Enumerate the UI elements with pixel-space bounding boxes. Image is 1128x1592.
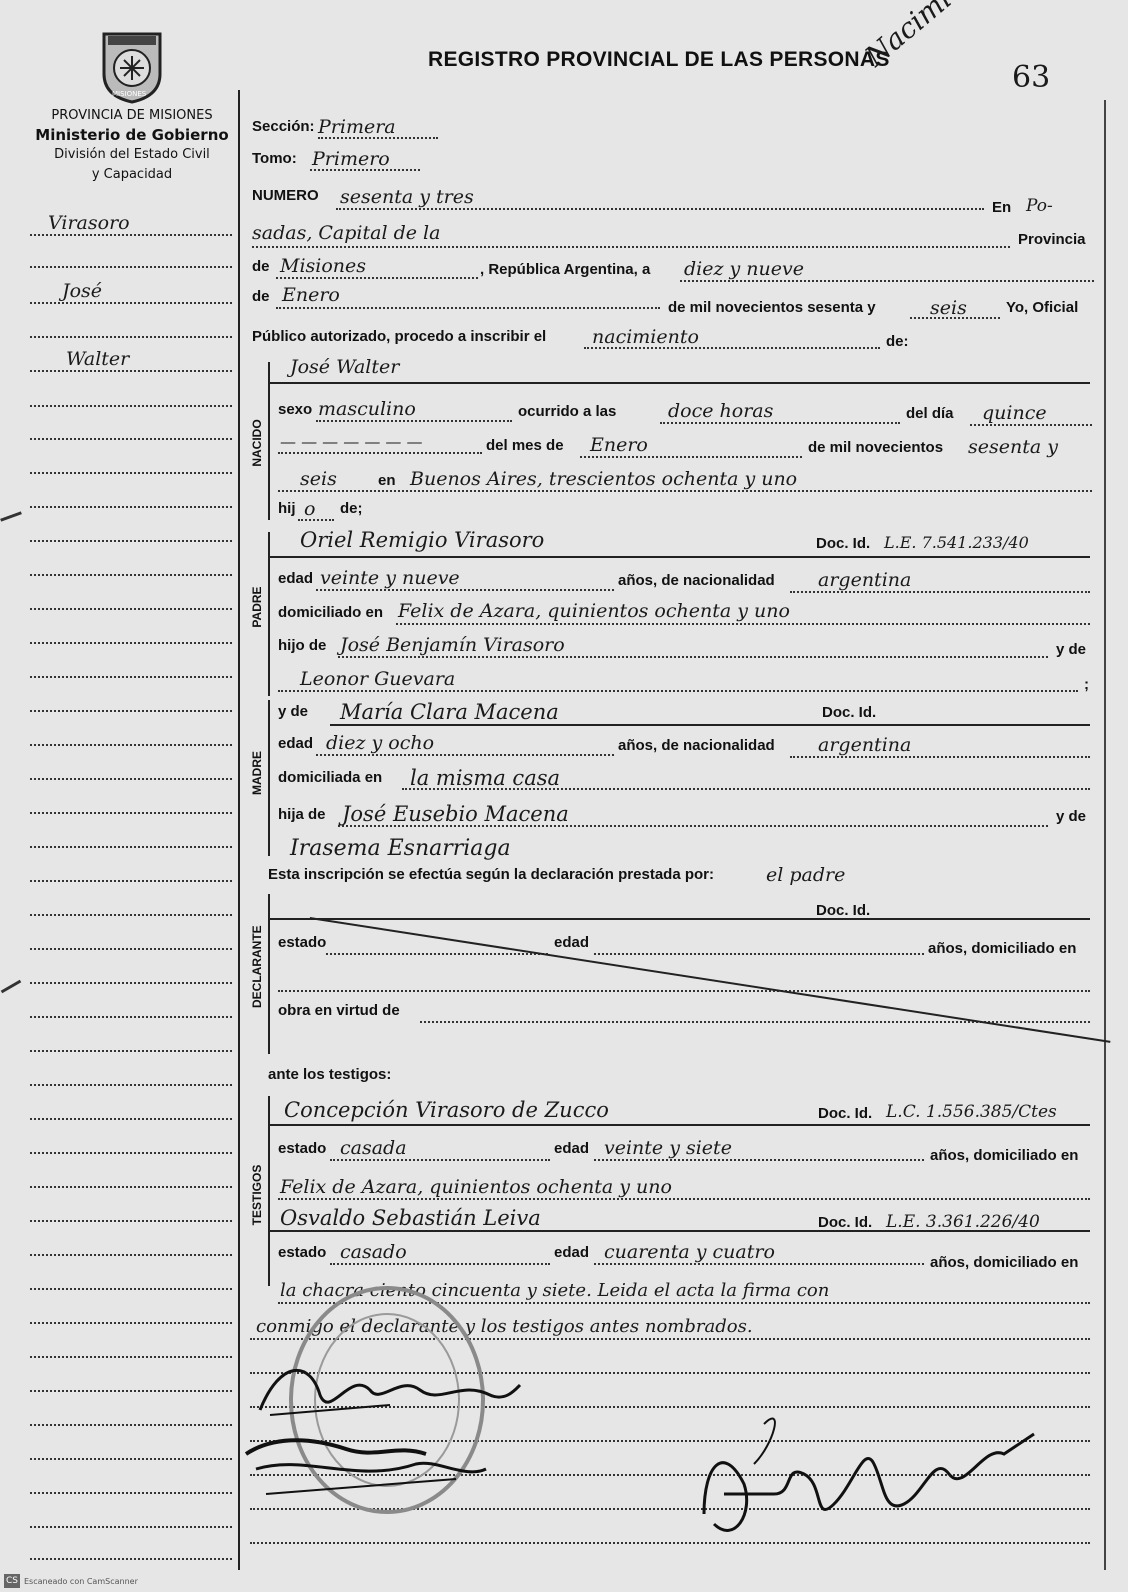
witness1-anos-label: años, domiciliado en [930, 1147, 1079, 1164]
left-first-name: José [62, 280, 103, 302]
mother-y-de-label: y de [278, 703, 309, 720]
tomo-label: Tomo: [252, 150, 297, 167]
ante-testigos-label: ante los testigos: [268, 1066, 392, 1083]
mother-father: José Eusebio Macena [342, 802, 569, 826]
left-middle-name: Walter [66, 348, 130, 370]
mother-nationality: argentina [818, 734, 912, 756]
act-type: nacimiento [592, 326, 699, 348]
declarante-doc-label: Doc. Id. [816, 902, 871, 919]
witness1-edad-label: edad [554, 1140, 590, 1157]
witness2-name: Osvaldo Sebastián Leiva [280, 1206, 541, 1230]
mil-novecientos-label: de mil novecientos [808, 439, 944, 456]
declarante-estado-label: estado [278, 934, 327, 951]
seal-text: MISIONES [112, 90, 147, 98]
republica-label: , República Argentina, a [480, 261, 651, 278]
left-surname: Virasoro [48, 212, 130, 234]
de-colon-label: de: [886, 333, 909, 350]
father-hijo-de-label: hijo de [278, 637, 327, 654]
dash-line: — — — — — — — [280, 432, 423, 451]
closing-line-2: conmigo el declarante y los testigos antes nombrados. [256, 1316, 753, 1337]
right-border [1104, 100, 1106, 1570]
page-number: 63 [1012, 60, 1051, 95]
witness2-edad: cuarenta y cuatro [604, 1241, 775, 1263]
birth-place: Buenos Aires, trescientos ochenta y uno [410, 468, 798, 490]
witness1-edad: veinte y siete [604, 1137, 732, 1159]
division-line-2: y Capacidad [91, 167, 173, 182]
provincia-value: Misiones [280, 255, 367, 277]
numero-label: NUMERO [252, 187, 319, 204]
father-father: José Benjamín Virasoro [340, 634, 565, 656]
inscripcion-label: Esta inscripción se efectúa según la declaración prestada por: [268, 866, 714, 883]
father-y-de-label: y de [1056, 641, 1087, 658]
witness2-estado-label: estado [278, 1244, 327, 1261]
mother-domicilio-label: domiciliada en [278, 769, 383, 786]
document-title: REGISTRO PROVINCIAL DE LAS PERSONAS [428, 48, 890, 71]
father-address: Felix de Azara, quinientos ochenta y uno [398, 600, 790, 622]
ministry-name: Ministerio de Gobierno [35, 126, 229, 144]
de-label: de [252, 258, 270, 275]
hour-value: doce horas [668, 400, 774, 422]
mother-hija-de-label: hija de [278, 806, 326, 823]
mother-doc-label: Doc. Id. [822, 704, 877, 721]
declarante-section-label: DECLARANTE [250, 925, 264, 1008]
witness1-doc-label: Doc. Id. [818, 1105, 873, 1122]
child-name: José Walter [290, 356, 400, 378]
hijo-label: hij [278, 500, 296, 517]
del-dia-label: del día [906, 405, 954, 422]
signature-officer-icon [684, 1404, 1054, 1554]
hijo-letter: o [304, 498, 316, 520]
scanner-footer: Escaneado con CamScanner [24, 1577, 138, 1586]
sex-value: masculino [318, 398, 416, 420]
father-edad-label: edad [278, 570, 314, 587]
sesenta-y-label: de mil novecientos sesenta y [668, 299, 876, 316]
father-age: veinte y nueve [320, 567, 460, 589]
mother-edad-label: edad [278, 735, 314, 752]
father-nationality: argentina [818, 569, 912, 591]
seccion-value: Primera [318, 116, 396, 138]
mother-name: María Clara Macena [340, 700, 559, 724]
birth-day: quince [982, 402, 1047, 424]
witness1-doc: L.C. 1.556.385/Ctes [886, 1102, 1057, 1122]
en-value: Po- [1026, 196, 1053, 216]
witness1-name: Concepción Virasoro de Zucco [284, 1098, 609, 1122]
declarante-edad-label: edad [554, 934, 590, 951]
signature-declarant-icon [250, 1350, 530, 1430]
tomo-value: Primero [312, 148, 390, 170]
mother-address: la misma casa [410, 766, 561, 790]
birth-year-1: sesenta y [968, 436, 1058, 458]
en-label: En [992, 199, 1012, 216]
birth-year-2: seis [300, 468, 337, 490]
witness2-edad-label: edad [554, 1244, 590, 1261]
witness2-doc-label: Doc. Id. [818, 1214, 873, 1231]
day-registered: diez y nueve [684, 258, 805, 280]
del-mes-label: del mes de [486, 437, 564, 454]
scanner-logo-icon: CS [6, 1576, 18, 1586]
sexo-label: sexo [278, 401, 313, 418]
division-line-1: División del Estado Civil [54, 147, 210, 162]
obra-label: obra en virtud de [278, 1002, 400, 1019]
mother-y-de-label-2: y de [1056, 808, 1087, 825]
month-registered: Enero [282, 284, 340, 306]
seccion-label: Sección: [252, 118, 315, 135]
father-mother: Leonor Guevara [300, 668, 456, 690]
numero-value: sesenta y tres [340, 186, 474, 208]
hijo-de-label: de; [340, 500, 363, 517]
mother-mother: Irasema Esnarriaga [290, 836, 511, 861]
witness2-estado: casado [340, 1241, 407, 1263]
birth-month: Enero [590, 434, 648, 456]
father-name: Oriel Remigio Virasoro [300, 528, 545, 552]
padre-section-label: PADRE [250, 586, 264, 628]
signature-witness1-icon [236, 1424, 496, 1504]
witness2-doc: L.E. 3.361.226/40 [886, 1212, 1040, 1232]
declarant-by: el padre [766, 864, 846, 886]
father-semicolon: ; [1084, 676, 1089, 693]
witness1-estado: casada [340, 1137, 407, 1159]
father-domicilio-label: domiciliado en [278, 604, 384, 621]
nacido-section-label: NACIDO [250, 419, 264, 467]
publico-label: Público autorizado, procedo a inscribir el [252, 328, 547, 345]
year-suffix: seis [930, 297, 967, 319]
city-line: sadas, Capital de la [252, 222, 441, 244]
closing-line-1: la chacra ciento cincuenta y siete. Leida el acta la firma con [280, 1280, 830, 1301]
father-doc-label: Doc. Id. [816, 535, 871, 552]
declarante-anos-label: años, domiciliado en [928, 940, 1077, 957]
father-doc: L.E. 7.541.233/40 [884, 533, 1029, 552]
testigos-section-label: TESTIGOS [250, 1164, 264, 1226]
mother-age: diez y ocho [326, 732, 435, 754]
ocurrido-label: ocurrido a las [518, 403, 617, 420]
witness2-anos-label: años, domiciliado en [930, 1254, 1079, 1271]
de-label-2: de [252, 288, 270, 305]
en-place-label: en [378, 472, 396, 489]
provincia-label: Provincia [1018, 231, 1086, 248]
yo-oficial-label: Yo, Oficial [1006, 299, 1079, 316]
left-column-border [238, 90, 240, 1570]
madre-section-label: MADRE [250, 751, 264, 795]
province-name: PROVINCIA DE MISIONES [51, 108, 213, 123]
witness1-address: Felix de Azara, quinientos ochenta y uno [280, 1176, 672, 1198]
witness1-estado-label: estado [278, 1140, 327, 1157]
father-anos-label: años, de nacionalidad [618, 572, 775, 589]
mother-anos-label: años, de nacionalidad [618, 737, 775, 754]
